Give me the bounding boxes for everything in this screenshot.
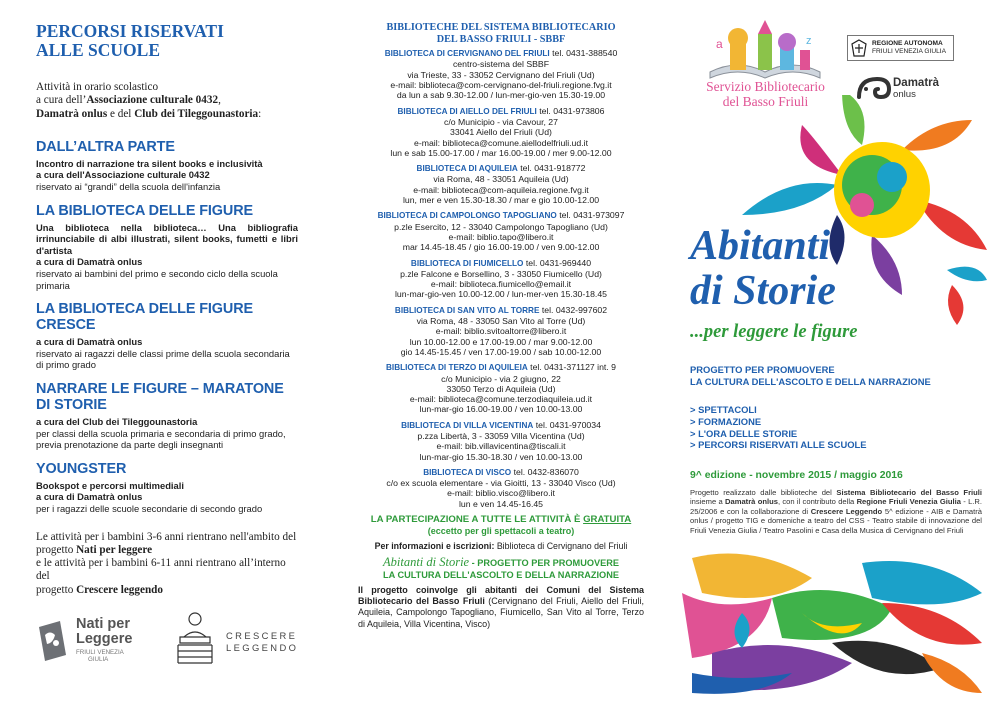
list-item: > SPETTACOLI xyxy=(690,404,757,415)
library-entry xyxy=(358,420,644,462)
region-crest-icon xyxy=(851,39,867,57)
crescere-leggendo-text: CRESCERE LEGGENDO xyxy=(226,630,299,653)
library-name: BIBLIOTECA DI AQUILEIA tel. 0431-918772 xyxy=(416,163,586,174)
library-detail: centro-sistema del SBBF xyxy=(452,59,550,70)
library-detail: 33041 Aiello del Friuli (Ud) xyxy=(450,127,552,138)
project-heading: Abitanti di Storie - PROGETTO PER PROMUOVERE LA CULTURA DELL'ASCOLTO E DELLA NARRAZIONE xyxy=(382,555,620,580)
project-credits: Progetto realizzato dalle biblioteche del Sistema Bibliotecario del Basso Friuli insieme a Damatrà onlus, con il contributo della Regione Friuli Venezia Giulia - L.R. 25/2006 e con la collaborazione di Crescere Leggendo 5^ edizione - AIB e Damatrà onlus / progetto TIG e domeniche a teatro del CSS - Teatro stabile di innovazione del Friuli Venezia Giulia / Teatro Pasolini e Casa della Musica di Cervignano del Friuli xyxy=(690,488,982,535)
library-detail: lun e ven 14.45-16.45 xyxy=(458,498,544,509)
main-title: Abitanti di Storie xyxy=(690,223,836,314)
library-detail: mar 14.45-18.45 / gio 16.00-19.00 / ven 9.00-12.00 xyxy=(402,242,600,253)
free-participation-note: LA PARTECIPAZIONE A TUTTE LE ATTIVITÀ È GRATUITA (eccetto per gli spettacoli a teatro) xyxy=(370,514,632,536)
library-detail: via Roma, 48 - 33051 Aquileia (Ud) xyxy=(433,174,569,185)
library-detail: e-mail: biblio.visco@libero.it xyxy=(447,488,555,499)
list-item: > FORMAZIONE xyxy=(690,415,762,427)
library-detail: e-mail: bib.villavicentina@tiscali.it xyxy=(436,441,566,452)
svg-text:z: z xyxy=(806,35,812,47)
project-body: Il progetto coinvolge gli abitanti dei Comuni del Sistema Bibliotecario del Basso Friuli (Cervignano del Friuli, Aiello del Friuli, Aquileia, Campolongo Tapogliano, Fiumicello, San Vito al Torre, Terzo di Aquileia, Villa Vicentina, Visco) xyxy=(358,584,645,629)
library-detail: 33050 Terzo di Aquileia (Ud) xyxy=(446,383,556,394)
library-name: BIBLIOTECA DI TERZO DI AQUILEIA tel. 0431-371127 int. 9 xyxy=(386,362,616,373)
library-entry xyxy=(358,210,644,252)
section-heading: LA BIBLIOTECA DELLE FIGURE xyxy=(36,202,253,219)
library-list xyxy=(358,48,644,509)
library-detail: e-mail: biblio.tapo@libero.it xyxy=(448,231,554,242)
library-entry xyxy=(358,163,644,205)
section-heading: NARRARE LE FIGURE – MARATONE DI STORIE xyxy=(36,381,284,414)
library-detail: e-mail: biblioteca@comune.terzodiaquileia.ud.it xyxy=(409,394,593,405)
partner-logos xyxy=(36,613,316,673)
list-item: > PERCORSI RISERVATI ALLE SCUOLE xyxy=(690,439,867,451)
activity-list xyxy=(690,404,867,451)
edition-dates: 9^ edizione - novembre 2015 / maggio 2016 xyxy=(690,470,903,481)
library-detail: e-mail: biblioteca.fiumicello@email.it xyxy=(430,279,572,290)
library-entry xyxy=(358,362,644,414)
library-detail: c/o ex scuola elementare - via Gioitti, 13 - 33040 Visco (Ud) xyxy=(386,478,616,489)
library-name: BIBLIOTECA DI CAMPOLONGO TAPOGLIANO tel. 0431-973097 xyxy=(377,210,625,221)
section-heading: DALL’ALTRA PARTE xyxy=(36,138,175,155)
nati-per-leggere-text: Nati per Leggere xyxy=(76,616,133,647)
library-detail: p.zza Libertà, 3 - 33059 Villa Vicentina (Ud) xyxy=(417,430,585,441)
library-name: BIBLIOTECA DI CERVIGNANO DEL FRIULI tel. 0431-388540 xyxy=(384,48,618,59)
library-detail: e-mail: biblioteca@com-aquileia.regione.fvg.it xyxy=(413,184,589,195)
section-narrare-figure: NARRARE LE FIGURE – MARATONE DI STORIE a cura del Club dei Tileggounastoria per classi della scuola primaria e secondaria di primo grado, previa prenotazione da parte degli insegnanti xyxy=(36,381,298,451)
project-caps: PROGETTO PER PROMUOVERE LA CULTURA DELL'ASCOLTO E DELLA NARRAZIONE xyxy=(690,364,931,388)
section-dall-altra-parte: DALL’ALTRA PARTE Incontro di narrazione tra silent books e inclusività a cura dell'Associazione culturale 0432 riservato ai “grandi” della scuola dell'infanzia xyxy=(36,139,298,193)
list-item: > L'ORA DELLE STORIE xyxy=(690,427,798,439)
crescere-leggendo-logo xyxy=(170,607,220,665)
library-name: BIBLIOTECA DI VILLA VICENTINA tel. 0431-970034 xyxy=(401,419,601,430)
library-detail: lun-mar-gio 15.30-18.30 / ven 10.00-13.00 xyxy=(419,451,583,462)
schools-title: PERCORSI RISERVATI ALLE SCUOLE xyxy=(36,21,224,60)
sbbf-logo-illustration xyxy=(700,18,830,80)
info-line: Per informazioni e iscrizioni: Biblioteca di Cervignano del Friuli xyxy=(374,541,628,552)
damatra-text: Damatrà onlus xyxy=(893,77,940,100)
library-entry xyxy=(358,305,644,357)
library-detail: p.zle Esercito, 12 - 33040 Campolongo Tapogliano (Ud) xyxy=(394,221,608,232)
library-detail: e-mail: biblioteca@com-cervignano-del-friuli.regione.fvg.it xyxy=(390,80,612,91)
libraries-title: BIBLIOTECHE DEL SISTEMA BIBLIOTECARIO DEL BASSO FRIULI - SBBF xyxy=(386,22,616,45)
library-detail: c/o Municipio - via Cavour, 27 xyxy=(444,116,558,127)
library-entry xyxy=(358,258,644,300)
library-detail: lun 10.00-12.00 e 17.00-19.00 / mar 9.00-12.00 xyxy=(409,336,593,347)
abstract-figures-illustration xyxy=(682,553,987,698)
section-youngster: YOUNGSTER Bookspot e percorsi multimediali a cura di Damatrà onlus per i ragazzi delle scuole secondarie di secondo grado xyxy=(36,461,298,515)
library-detail: e-mail: biblio.svitoaltorre@libero.it xyxy=(435,326,567,337)
library-detail: via Trieste, 33 - 33052 Cervignano del Friuli (Ud) xyxy=(407,69,595,80)
library-detail: da lun a sab 9.30-12.00 / lun-mer-gio-ven 15.30-19.00 xyxy=(396,90,606,101)
svg-text:a: a xyxy=(716,37,723,51)
section-biblioteca-figure: LA BIBLIOTECA DELLE FIGURE Una biblioteca nella biblioteca… Una bibliografia irrinunciabile di albi illustrati, silent books, fumetti e libri d'artista a cura di Damatrà onlus riservato ai bambini del primo e secondo ciclo della scuola primaria xyxy=(36,202,298,291)
section-biblioteca-figure-cresce: LA BIBLIOTECA DELLE FIGURE CRESCE a cura di Damatrà onlus riservato ai ragazzi delle classi prime della scuola secondaria di primo grado xyxy=(36,301,298,371)
library-detail: via Roma, 48 - 33050 San Vito al Torre (Ud) xyxy=(416,316,586,327)
library-name: BIBLIOTECA DI FIUMICELLO tel. 0431-969440 xyxy=(410,257,592,268)
schools-intro: Attività in orario scolastico a cura dell’Associazione culturale 0432, Damatrà onlus e del Club dei Tileggounastoria: xyxy=(36,81,262,120)
library-name: BIBLIOTECA DI VISCO tel. 0432-836070 xyxy=(423,466,579,477)
region-logo: REGIONE AUTONOMA FRIULI VENEZIA GIULIA xyxy=(847,35,954,61)
nati-per-leggere-region: FRIULI VENEZIA GIULIA xyxy=(76,649,124,663)
section-heading: YOUNGSTER xyxy=(36,460,127,477)
library-name: BIBLIOTECA DI AIELLO DEL FRIULI tel. 0431-973806 xyxy=(397,105,605,116)
cover-column xyxy=(660,0,992,703)
library-detail: gio 14.45-15.45 / ven 17.00-19.00 / sab 10.00-12.00 xyxy=(400,346,602,357)
sbbf-logo-text: Servizio Bibliotecario del Basso Friuli xyxy=(706,79,825,109)
library-detail: c/o Municipio - via 2 giugno, 22 xyxy=(441,373,561,384)
library-entry xyxy=(358,467,644,509)
age-note: Le attività per i bambini 3-6 anni rientrano nell'ambito del progetto Nati per leggere e le attività per i bambini 6-11 anni rientrano all’interno del progetto Crescere leggendo xyxy=(36,530,297,596)
library-detail: lun, mer e ven 15.30-18.30 / mar e gio 10.00-12.00 xyxy=(402,195,600,206)
library-detail: e-mail: biblioteca@comune.aiellodelfriuli.ud.it xyxy=(414,137,588,148)
library-detail: lun-mar-gio 16.00-19.00 / ven 10.00-13.00 xyxy=(419,404,583,415)
libraries-column xyxy=(330,0,650,703)
subtitle: ...per leggere le figure xyxy=(690,322,858,342)
library-detail: lun-mar-gio-ven 10.00-12.00 / lun-mer-ven 15.30-18.45 xyxy=(395,289,607,300)
library-detail: p.zle Falcone e Borsellino, 3 - 33050 Fiumicello (Ud) xyxy=(400,268,602,279)
section-heading: LA BIBLIOTECA DELLE FIGURE CRESCE xyxy=(36,301,253,334)
nati-per-leggere-logo xyxy=(36,621,70,661)
library-detail: lun e sab 15.00-17.00 / mar 16.00-19.00 / mer 9.00-12.00 xyxy=(390,147,612,158)
schools-column xyxy=(0,0,320,703)
library-name: BIBLIOTECA DI SAN VITO AL TORRE tel. 0432-997602 xyxy=(394,304,608,315)
library-entry xyxy=(358,106,644,158)
library-entry xyxy=(358,48,644,100)
